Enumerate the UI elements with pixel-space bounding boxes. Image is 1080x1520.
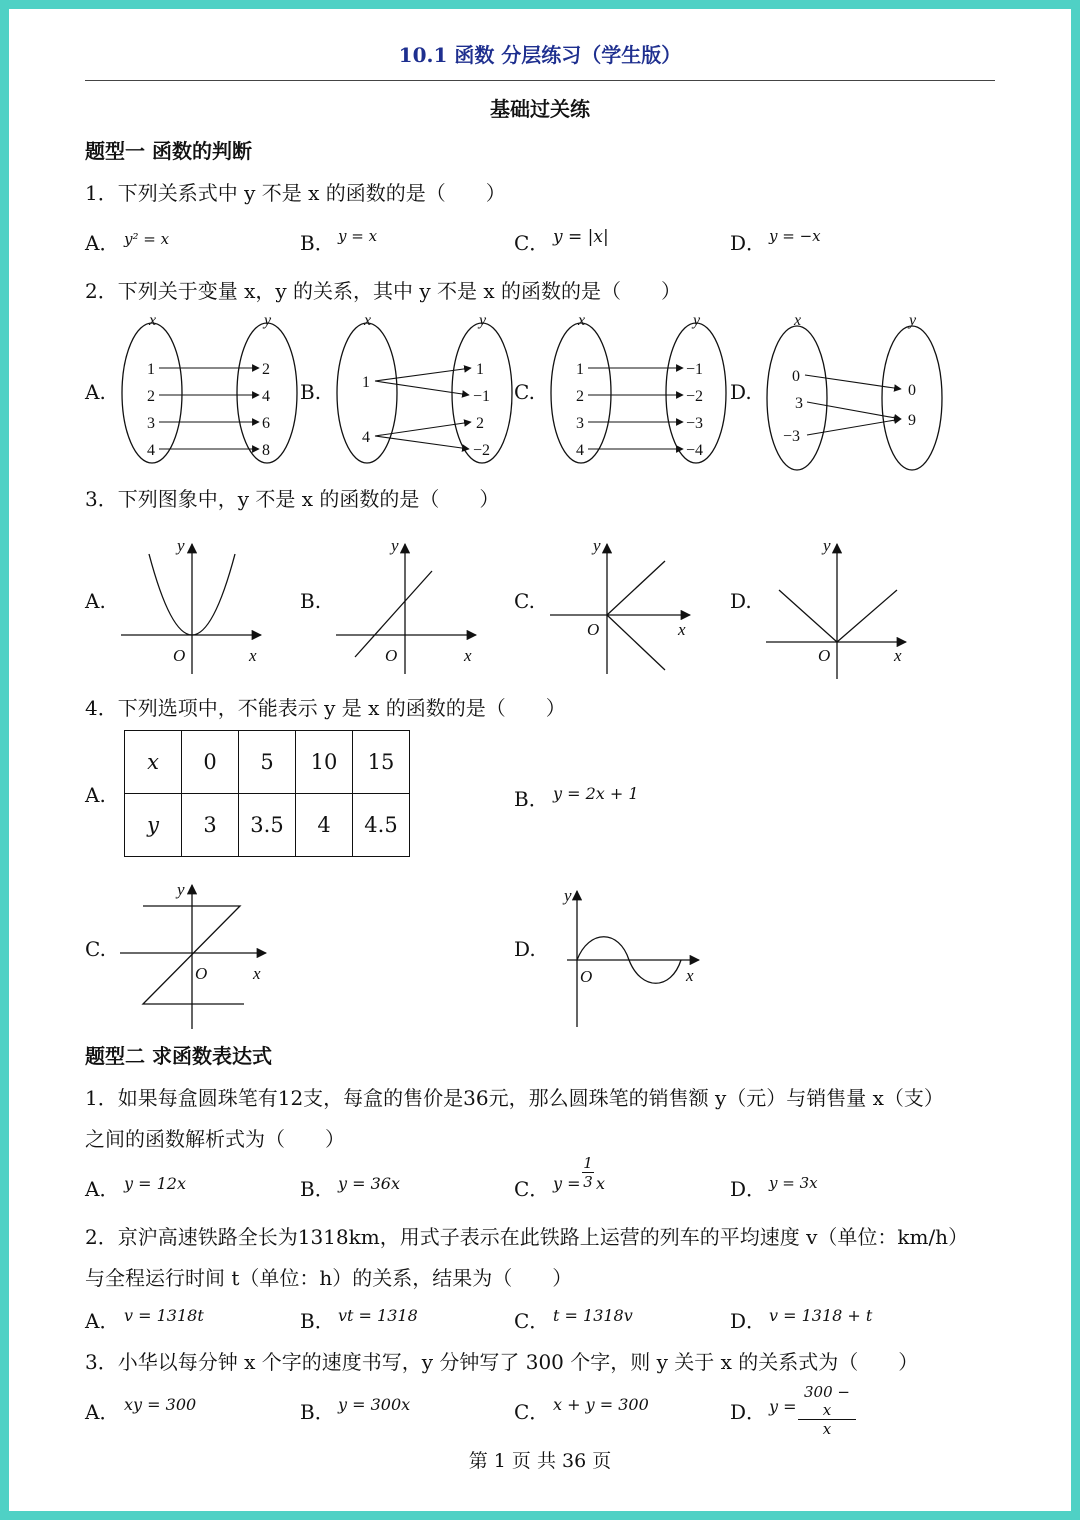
mapA-left-2: 3 [147,415,155,432]
s2-q3-option-c-label: C． [514,1400,550,1424]
mapA-left-0: 1 [147,361,155,378]
mapC-y-label: y [693,312,701,329]
header-rule [85,80,995,81]
s1-q2-mapping-diagrams [9,309,1071,474]
s1-q3-option-a-label: A. [85,589,106,613]
mapC-x-label: x [578,312,586,329]
mapD-left-1: 3 [795,395,803,412]
q4-graphD-origin-label: O [580,967,593,986]
s1-q2-stem: 2．下列关于变量 x，y 的关系，其中 y 不是 x 的函数的是（ ） [85,279,682,303]
mapB-right-2: 2 [476,415,484,432]
s1-q3-graphs [9,529,1071,679]
page-footer: 第 1 页 共 36 页 [468,1450,612,1472]
mapB-left-1: 4 [362,429,370,446]
subtitle: 基础过关练 [490,97,590,121]
s2-q3-option-d-label: D． [730,1400,767,1424]
s2-q2-stem-line1: 2．京沪高速铁路全长为1318km，用式子表示在此铁路上运营的列车的平均速度 v（单位：km/h） [85,1225,969,1249]
s1-q4-stem: 4．下列选项中，不能表示 y 是 x 的函数的是（ ） [85,696,566,720]
s1-q3-stem: 3．下列图象中，y 不是 x 的函数的是（ ） [85,487,500,511]
s1-q3-option-c-label: C. [514,589,535,613]
mapB-left-0: 1 [362,374,370,391]
mapD-left-0: 0 [792,368,800,385]
table-cell: 4 [296,794,353,857]
section1-heading: 题型一 函数的判断 [85,139,252,163]
s1-q4-option-b-label: B． [514,787,549,811]
s1-q4-option-a-label: A. [85,783,106,807]
s1-q4-option-d-label: D. [514,937,536,961]
s2-q2-option-b-expr: vt = 1318 [338,1306,418,1325]
mapA-right-1: 4 [262,388,270,405]
mapA-right-2: 6 [262,415,270,432]
s2-q3-option-a-label: A． [85,1400,120,1424]
mapC-right-3: −4 [686,442,704,459]
s2-q1-option-d-label: D． [730,1177,767,1201]
mapB-right-0: 1 [476,361,484,378]
s1-q2-option-a-label: A. [85,380,106,404]
s2-q3-option-b-label: B． [300,1400,335,1424]
s2-q3-stem: 3．小华以每分钟 x 个字的速度书写，y 分钟写了 300 个字，则 y 关于 x 的关系式为（ ） [85,1350,919,1374]
q4-graphD-x-label: x [686,966,694,985]
mapC-right-2: −3 [686,415,704,432]
s2-q1-option-b-expr: y = 36x [338,1174,400,1193]
s2-q1-option-d-expr: y = 3x [769,1174,818,1192]
s1-q1-option-b-label: B． [300,231,335,255]
s2-q1-option-a-expr: y = 12x [124,1174,186,1193]
s1-q1-option-b-expr: y = x [338,227,378,245]
graphB-x-label: x [464,646,472,665]
mapB-x-label: x [364,312,372,329]
table-row-x [125,731,410,794]
mapD-arrow [807,402,901,419]
table-cell: 0 [182,731,239,794]
graphA-y-label: y [177,536,185,555]
graphC-origin-label: O [587,620,600,639]
mapA-left-1: 2 [147,388,155,405]
q4-graphC-origin-label: O [195,964,208,983]
s2-q2-option-d-expr: v = 1318 + t [769,1306,873,1325]
graphB-origin-label: O [385,646,398,665]
q4-graphC-y-label: y [177,880,185,899]
s2-q2-option-c-label: C． [514,1309,550,1333]
s2-q3-option-d-pre: y = [769,1397,797,1416]
mapB-right-3: −2 [473,442,491,459]
mapD-left-2: −3 [783,428,801,445]
s1-q1-option-c-expr: y = |x| [553,227,609,247]
mapA-right-3: 8 [262,442,270,459]
s1-q4-value-table [124,730,410,857]
fraction-numerator: 300 − x [804,1383,850,1419]
mapD-x-label: x [794,312,802,329]
s2-q2-option-a-expr: v = 1318t [124,1306,204,1325]
table-row-y [125,794,410,857]
s1-q1-option-a-label: A． [85,231,120,255]
mapB-arrow [375,381,469,395]
table-cell: x [125,731,182,794]
graphD-y-label: y [823,536,831,555]
mapA-y-label: y [264,312,272,329]
s2-q1-stem-line1: 1．如果每盒圆珠笔有12支，每盒的售价是36元，那么圆珠笔的销售额 y（元）与销售量 x（支） [85,1086,944,1110]
graphD-origin-label: O [818,646,831,665]
mapA-left-3: 4 [147,442,155,459]
graphA-origin-label: O [173,646,186,665]
mapA-right-0: 2 [262,361,270,378]
s1-q1-option-d-expr: y = −x [769,227,821,245]
graphB-line [355,571,432,657]
mapC-left-1: 2 [576,388,584,405]
s2-q2-option-a-label: A． [85,1309,120,1333]
fraction-denominator: x [798,1419,856,1438]
table-cell: y [125,794,182,857]
graphC-y-label: y [593,536,601,555]
mapC-left-2: 3 [576,415,584,432]
table-cell: 5 [239,731,296,794]
s1-q4-option-c-label: C. [85,937,106,961]
table-cell: 3 [182,794,239,857]
fraction-numerator: 1 [583,1154,593,1172]
s2-q1-option-c-fraction [582,1154,594,1191]
q4-graphC-z-shape [143,906,244,1004]
s2-q3-option-a-expr: xy = 300 [124,1395,197,1414]
mapD-arrow [807,419,901,435]
mapD-y-label: y [909,312,917,329]
mapB-right-1: −1 [473,388,491,405]
s1-q2-option-d-label: D. [730,380,752,404]
section2-heading: 题型二 求函数表达式 [85,1044,272,1068]
graphB-y-label: y [391,536,399,555]
mapD-right-1: 9 [908,412,916,429]
s2-q2-stem-line2: 与全程运行时间 t（单位：h）的关系，结果为（ ） [85,1266,573,1290]
s1-q3-option-b-label: B. [300,589,322,613]
s2-q2-option-c-expr: t = 1318v [553,1306,633,1325]
fraction-denominator: 3 [583,1173,593,1191]
s1-q1-option-a-expr: y² = x [124,230,170,248]
q4-graphC-x-label: x [253,964,261,983]
table-cell: 4.5 [353,794,410,857]
s2-q1-option-c-pre: y = [553,1174,581,1193]
table-cell: 10 [296,731,353,794]
document-title: 10.1 函数 分层练习（学生版） [398,43,682,67]
graphC-x-label: x [678,620,686,639]
s1-q1-stem: 1．下列关系式中 y 不是 x 的函数的是（ ） [85,181,506,205]
mapC-right-1: −2 [686,388,704,405]
s2-q1-option-a-label: A． [85,1177,120,1201]
table-cell: 3.5 [239,794,296,857]
s2-q3-option-c-expr: x + y = 300 [553,1395,649,1414]
mapA-x-label: x [149,312,157,329]
s2-q1-option-b-label: B． [300,1177,335,1201]
mapD-arrow [805,375,901,389]
s1-q2-option-c-label: C. [514,380,535,404]
s1-q1-option-d-label: D． [730,231,767,255]
q4-graphD-y-label: y [564,886,572,905]
s1-q1-option-c-label: C． [514,231,550,255]
s2-q1-option-c-label: C． [514,1177,550,1201]
s2-q3-option-d-fraction [798,1383,856,1438]
graphD-x-label: x [894,646,902,665]
mapD-right-0: 0 [908,382,916,399]
s2-q3-option-b-expr: y = 300x [338,1395,411,1414]
s1-q3-option-d-label: D. [730,589,752,613]
graphC-line-up [607,561,665,615]
s1-q4-graphs [9,869,1071,1034]
s2-q2-option-d-label: D． [730,1309,767,1333]
mapC-left-3: 4 [576,442,584,459]
s1-q2-option-b-label: B. [300,380,322,404]
s2-q2-option-b-label: B． [300,1309,335,1333]
s2-q1-option-c-post: x [596,1174,606,1193]
s1-q4-option-b-expr: y = 2x + 1 [553,784,639,803]
mapC-right-0: −1 [686,361,704,378]
mapB-arrow [375,436,469,449]
table-cell: 15 [353,731,410,794]
mapB-arrow [375,368,471,381]
s2-q1-stem-line2: 之间的函数解析式为（ ） [85,1127,345,1151]
graphA-x-label: x [249,646,257,665]
mapC-left-0: 1 [576,361,584,378]
graphC-line-down [607,615,665,670]
mapB-y-label: y [479,312,487,329]
graphD-v-shape [779,590,897,642]
page [9,9,1071,1511]
